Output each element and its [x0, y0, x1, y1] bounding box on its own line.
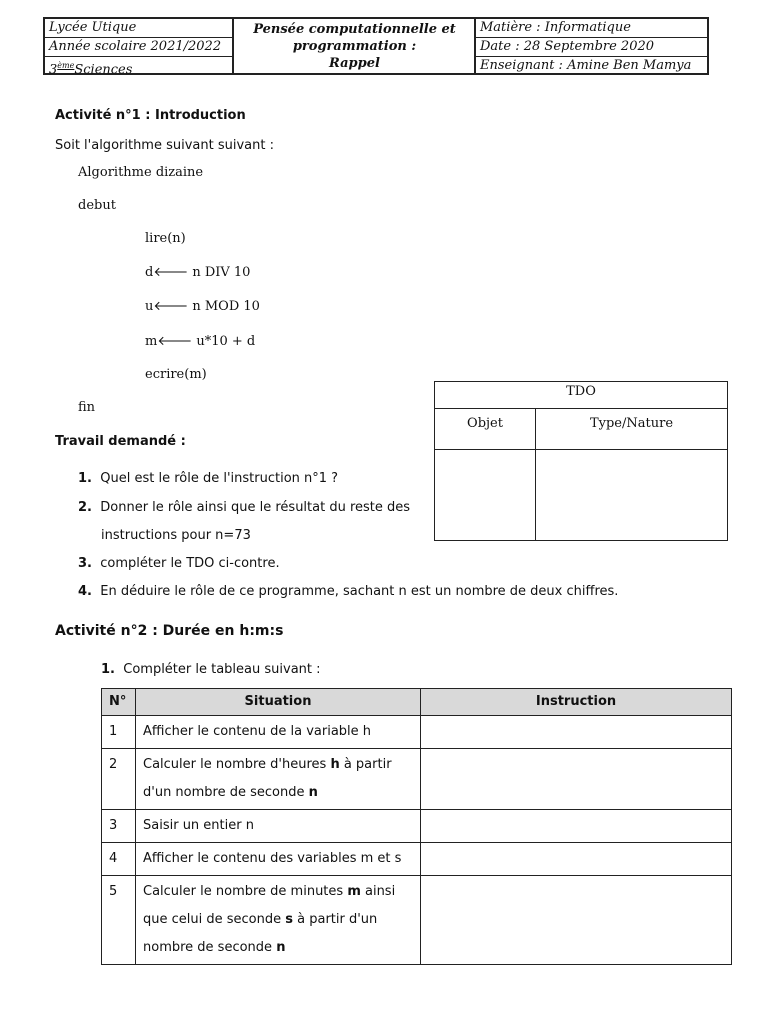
table-row — [102, 810, 732, 843]
activity2-question-1: 1. Compléter le tableau suivant : — [101, 662, 321, 677]
row-number: 3 — [102, 810, 136, 843]
activity1-intro: Soit l'algorithme suivant suivant : — [55, 138, 274, 153]
tdo-col-object: Objet — [467, 416, 503, 431]
date: Date : 28 Septembre 2020 — [480, 39, 655, 54]
question-2: 2. Donner le rôle ainsi que le résultat du reste des — [78, 500, 411, 515]
question-2-continued: instructions pour n=73 — [101, 528, 251, 543]
question-1: 1. Quel est le rôle de l'instruction n°1 ? — [78, 471, 339, 486]
row-situation: Afficher le contenu de la variable h — [136, 716, 421, 749]
activity2-title: Activité n°2 : Durée en h:m:s — [55, 623, 284, 639]
question-4: 4. En déduire le rôle de ce programme, sachant n est un nombre de deux chiffres. — [78, 584, 619, 599]
row-situation: Afficher le contenu des variables m et s — [136, 843, 421, 876]
table-row — [102, 876, 732, 965]
document-title: Pensée computationnelle et programmation : Rappel — [253, 22, 456, 71]
tdo-title: TDO — [566, 384, 596, 399]
school-year: Année scolaire 2021/2022 — [49, 39, 222, 54]
row-situation: Saisir un entier n — [136, 810, 421, 843]
subject: Matière : Informatique — [480, 20, 631, 35]
header-table — [43, 17, 709, 78]
row-situation: Calculer le nombre de minutes m ainsi que celui de seconde s à partir d'un nombre de seconde n — [136, 876, 421, 965]
algo-line-1: lire(n) — [145, 231, 186, 246]
row-instruction-cell[interactable] — [421, 749, 732, 810]
tdo-col-type: Type/Nature — [589, 416, 674, 431]
row-number: 2 — [102, 749, 136, 810]
row-number: 1 — [102, 716, 136, 749]
col-header-instruction: Instruction — [421, 689, 732, 716]
algo-end: fin — [78, 400, 96, 415]
col-header-situation: Situation — [136, 689, 421, 716]
algo-name: Algorithme dizaine — [78, 165, 204, 180]
algo-line-2: d🡐 n DIV 10 — [145, 265, 251, 280]
row-instruction-cell[interactable] — [421, 843, 732, 876]
tdo-table — [434, 381, 728, 541]
activity1-title: Activité n°1 : Introduction — [55, 108, 246, 123]
instruction-table — [101, 688, 732, 965]
tdo-divider — [435, 449, 727, 450]
row-instruction-cell[interactable] — [421, 810, 732, 843]
row-instruction-cell[interactable] — [421, 876, 732, 965]
teacher: Enseignant : Amine Ben Mamya — [480, 58, 692, 73]
row-instruction-cell[interactable] — [421, 716, 732, 749]
algo-line-5: ecrire(m) — [145, 367, 207, 382]
row-situation: Calculer le nombre d'heures h à partir d'un nombre de seconde n — [136, 749, 421, 810]
tdo-divider — [435, 408, 727, 409]
table-header-row — [102, 689, 732, 716]
table-row — [102, 843, 732, 876]
table-row — [102, 716, 732, 749]
question-3: 3. compléter le TDO ci-contre. — [78, 556, 280, 571]
row-number: 5 — [102, 876, 136, 965]
table-row — [102, 749, 732, 810]
algo-begin: debut — [78, 198, 116, 213]
work-title: Travail demandé : — [55, 434, 186, 449]
algo-line-3: u🡐 n MOD 10 — [145, 299, 260, 314]
algo-line-4: m🡐 u*10 + d — [145, 334, 256, 349]
school-name: Lycée Utique — [49, 20, 137, 35]
row-number: 4 — [102, 843, 136, 876]
col-header-number: N° — [102, 689, 136, 716]
class-level: 3èmeSciences — [49, 61, 133, 78]
